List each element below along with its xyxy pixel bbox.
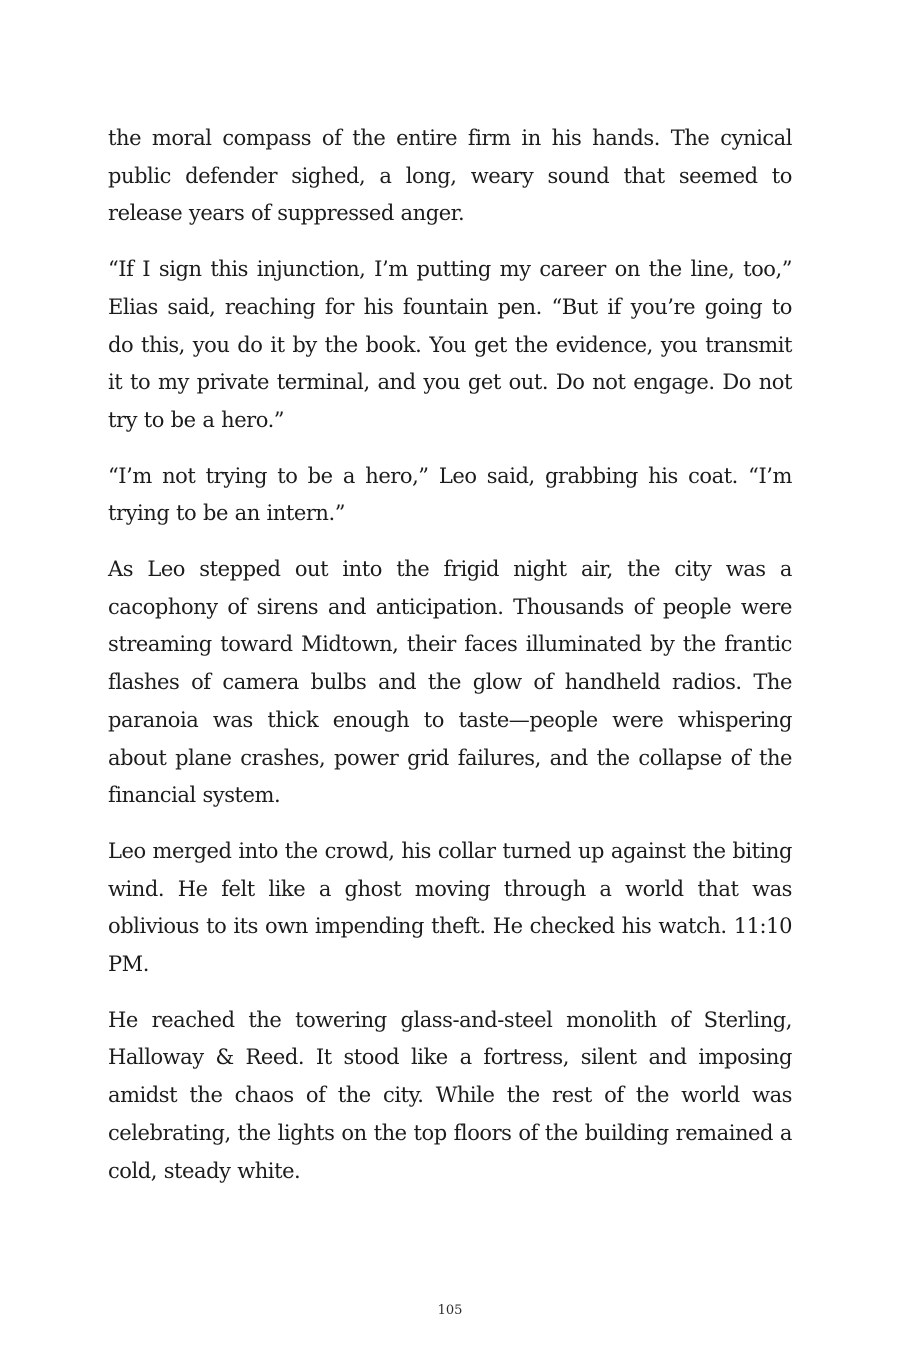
page-number: 105 bbox=[437, 1303, 463, 1318]
paragraph-5: Leo merged into the crowd, his collar turned up against the biting wind. He felt like a ghost moving through a world that was oblivious to its own impending theft. He checked his watch. 11:10 PM. bbox=[108, 838, 792, 977]
paragraph-4: As Leo stepped out into the frigid night air, the city was a cacophony of sirens and anticipation. Thousands of people were streaming toward Midtown, their faces illuminated by the frantic flashes of camera bulbs and the glow of handheld radios. The paranoia was thick enough to taste—people were whispering about plane crashes, power grid failures, and the collapse of the financial system. bbox=[108, 557, 792, 808]
paragraph-2: “If I sign this injunction, I’m putting my career on the line, too,” Elias said, reaching for his fountain pen. “But if you’re going to do this, you do it by the book. You get the evidence, you transmit it to my private terminal, and you get out. Do not engage. Do not try to be a hero.” bbox=[108, 257, 792, 432]
paragraph-6: He reached the towering glass-and-steel monolith of Sterling, Halloway & Reed. It stood like a fortress, silent and imposing amidst the chaos of the city. While the rest of the world was celebrating, the lights on the top floors of the building remained a cold, steady white. bbox=[108, 1007, 792, 1183]
body-text bbox=[108, 120, 792, 1208]
paragraph-3: “I’m not trying to be a hero,” Leo said, grabbing his coat. “I’m trying to be an intern.” bbox=[108, 463, 792, 526]
paragraph-1: the moral compass of the entire firm in his hands. The cynical public defender sighed, a long, weary sound that seemed to release years of suppressed anger. bbox=[108, 126, 792, 226]
